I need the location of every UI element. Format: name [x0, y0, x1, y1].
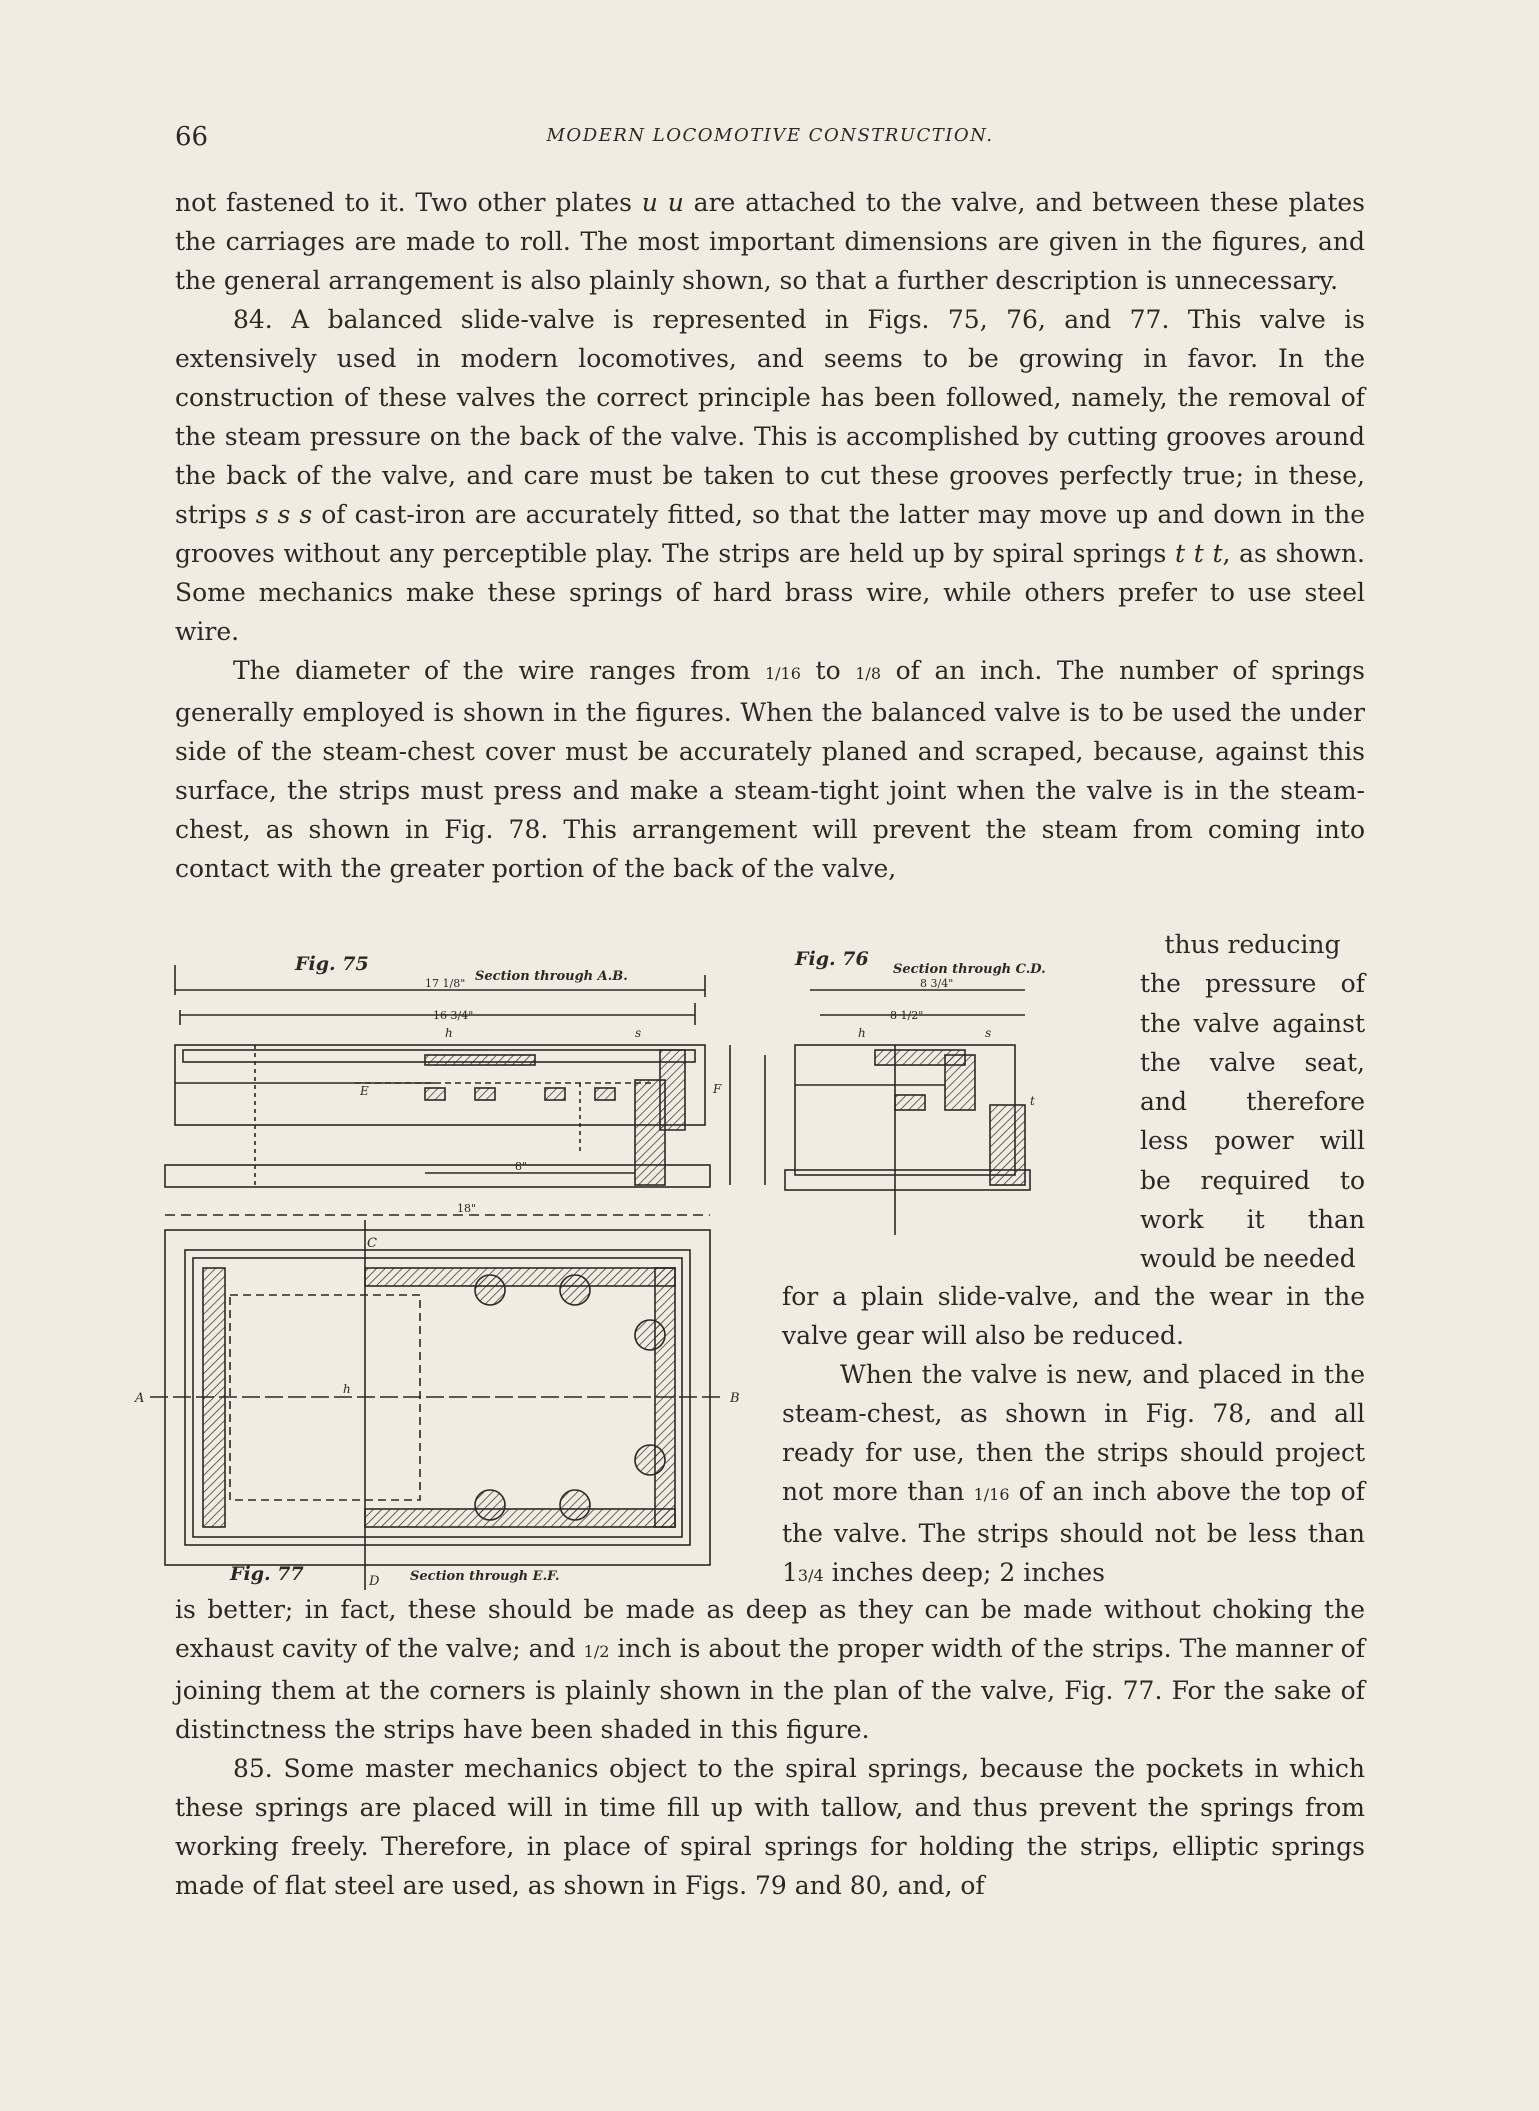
fig-75-dim-overall: 18"	[457, 1202, 477, 1215]
fig-75-dim-second: 16 3/4"	[433, 1009, 474, 1022]
wrap-line: thus reducing	[1164, 930, 1341, 959]
wrap-line: the valve against	[1140, 1008, 1365, 1038]
paragraph-85: 85. Some master mechanics object to the spiral springs, because the pockets in which these springs are placed will in time fill up with tallow, and thus prevent the springs from working freely. Therefore, in place of spiral springs for holding the strips, elliptic springs made of flat steel are used, as shown in Figs. 79 and 80, and, of	[175, 1754, 1365, 1900]
fig-75-dim-top: 17 1/8"	[425, 977, 466, 990]
wrap-line: be required to	[1140, 1165, 1365, 1195]
fig-76-section	[785, 948, 1046, 1235]
text-wrap-right	[1140, 925, 1365, 1279]
fig-76-label-h: h	[858, 1026, 866, 1040]
fig-75-title: Fig. 75	[295, 953, 369, 975]
text-block-bottom	[175, 1590, 1365, 1905]
wrap-line: and therefore	[1140, 1087, 1365, 1117]
fig-75-label-h: h	[445, 1026, 453, 1040]
fig-77-caption: Section through E.F.	[410, 1569, 560, 1584]
fig-75-caption: Section through A.B.	[475, 969, 628, 984]
fig-76-label-s: s	[985, 1026, 992, 1040]
fig-77-title: Fig. 77	[230, 1563, 304, 1585]
fig-75-label-f: F	[713, 1082, 722, 1096]
fig-76-label-t: t	[1030, 1094, 1035, 1108]
fig-77-label-d: D	[369, 1574, 380, 1589]
paragraph-continued: not fastened to it. Two other plates u u are attached to the valve, and between these plates the carriages are made to roll. The most important dimensions are given in the figures, and the general arrangement is also plainly shown, so that a further description is unnecessary.	[175, 188, 1365, 295]
fig-77-plan	[134, 1220, 740, 1590]
fig-77-label-b: B	[730, 1391, 740, 1406]
text-block-top	[175, 183, 1365, 888]
fig-75-label-s: s	[635, 1026, 642, 1040]
fig-75-label-e: E	[360, 1084, 369, 1098]
page-header	[175, 122, 1365, 152]
fig-76-title: Fig. 76	[795, 948, 869, 970]
fig-75-dim-bottom: 8"	[515, 1160, 528, 1173]
fig-75-port-bumps	[425, 1088, 615, 1100]
wrap-line: the valve seat,	[1140, 1047, 1365, 1077]
wrap-line: the pressure of	[1140, 969, 1365, 999]
fig-77-label-h: h	[343, 1382, 351, 1396]
wrap-line: work it than	[1140, 1205, 1365, 1235]
paragraph-new-valve: When the valve is new, and placed in the steam-chest, as shown in Fig. 78, and all ready for use, then the strips should project not more than 1/16 of an inch above the top of the valve. The strips should not be less than 13/4 inches deep; 2 inches	[782, 1360, 1365, 1587]
valve-figures	[135, 935, 1135, 1590]
fig-76-dim-second: 8 1/2"	[890, 1009, 924, 1022]
fig-76-dim-top: 8 3/4"	[920, 977, 954, 990]
wrap-line: would be needed	[1140, 1244, 1356, 1274]
fig-77-label-c: C	[367, 1236, 377, 1251]
running-title: MODERN LOCOMOTIVE CONSTRUCTION.	[546, 125, 994, 146]
paragraph-strips: is better; in fact, these should be made as deep as they can be made without choking the exhaust cavity of the valve; and 1/2 inch is about the proper width of the strips. The manner of joining them at the corners is plainly shown in the plan of the valve, Fig. 77. For the sake of distinctness the strips have been shaded in this figure.	[175, 1595, 1365, 1744]
wrap-line: less power will	[1140, 1126, 1365, 1156]
paragraph-84: 84. A balanced slide-valve is represented in Figs. 75, 76, and 77. This valve is extensively used in modern locomotives, and seems to be growing in favor. In the construction of these valves the correct principle has been followed, namely, the removal of the steam pressure on the back of the valve. This is accomplished by cutting grooves around the back of the valve, and care must be taken to cut these grooves perfectly true; in these, strips s s s of cast-iron are accurately fitted, so that the latter may move up and down in the grooves without any perceptible play. The strips are held up by spiral springs t t t, as shown. Some mechanics make these springs of hard brass wire, while others prefer to use steel wire.	[175, 305, 1366, 646]
fig-75-section	[165, 953, 765, 1215]
paragraph-wear: for a plain slide-valve, and the wear in the valve gear will also be reduced.	[782, 1282, 1365, 1350]
page-number: 66	[175, 122, 209, 152]
paragraph-wire-diameter: The diameter of the wire ranges from 1/16 to 1/8 of an inch. The number of springs generally employed is shown in the figures. When the balanced valve is to be used the under side of the steam-chest cover must be accurately planed and scraped, because, against this surface, the strips must press and make a steam-tight joint when the valve is in the steam-chest, as shown in Fig. 78. This arrangement will prevent the steam from coming into contact with the greater portion of the back of the valve,	[175, 656, 1365, 883]
fig-76-caption: Section through C.D.	[893, 962, 1046, 977]
fig-77-label-a: A	[135, 1391, 145, 1406]
